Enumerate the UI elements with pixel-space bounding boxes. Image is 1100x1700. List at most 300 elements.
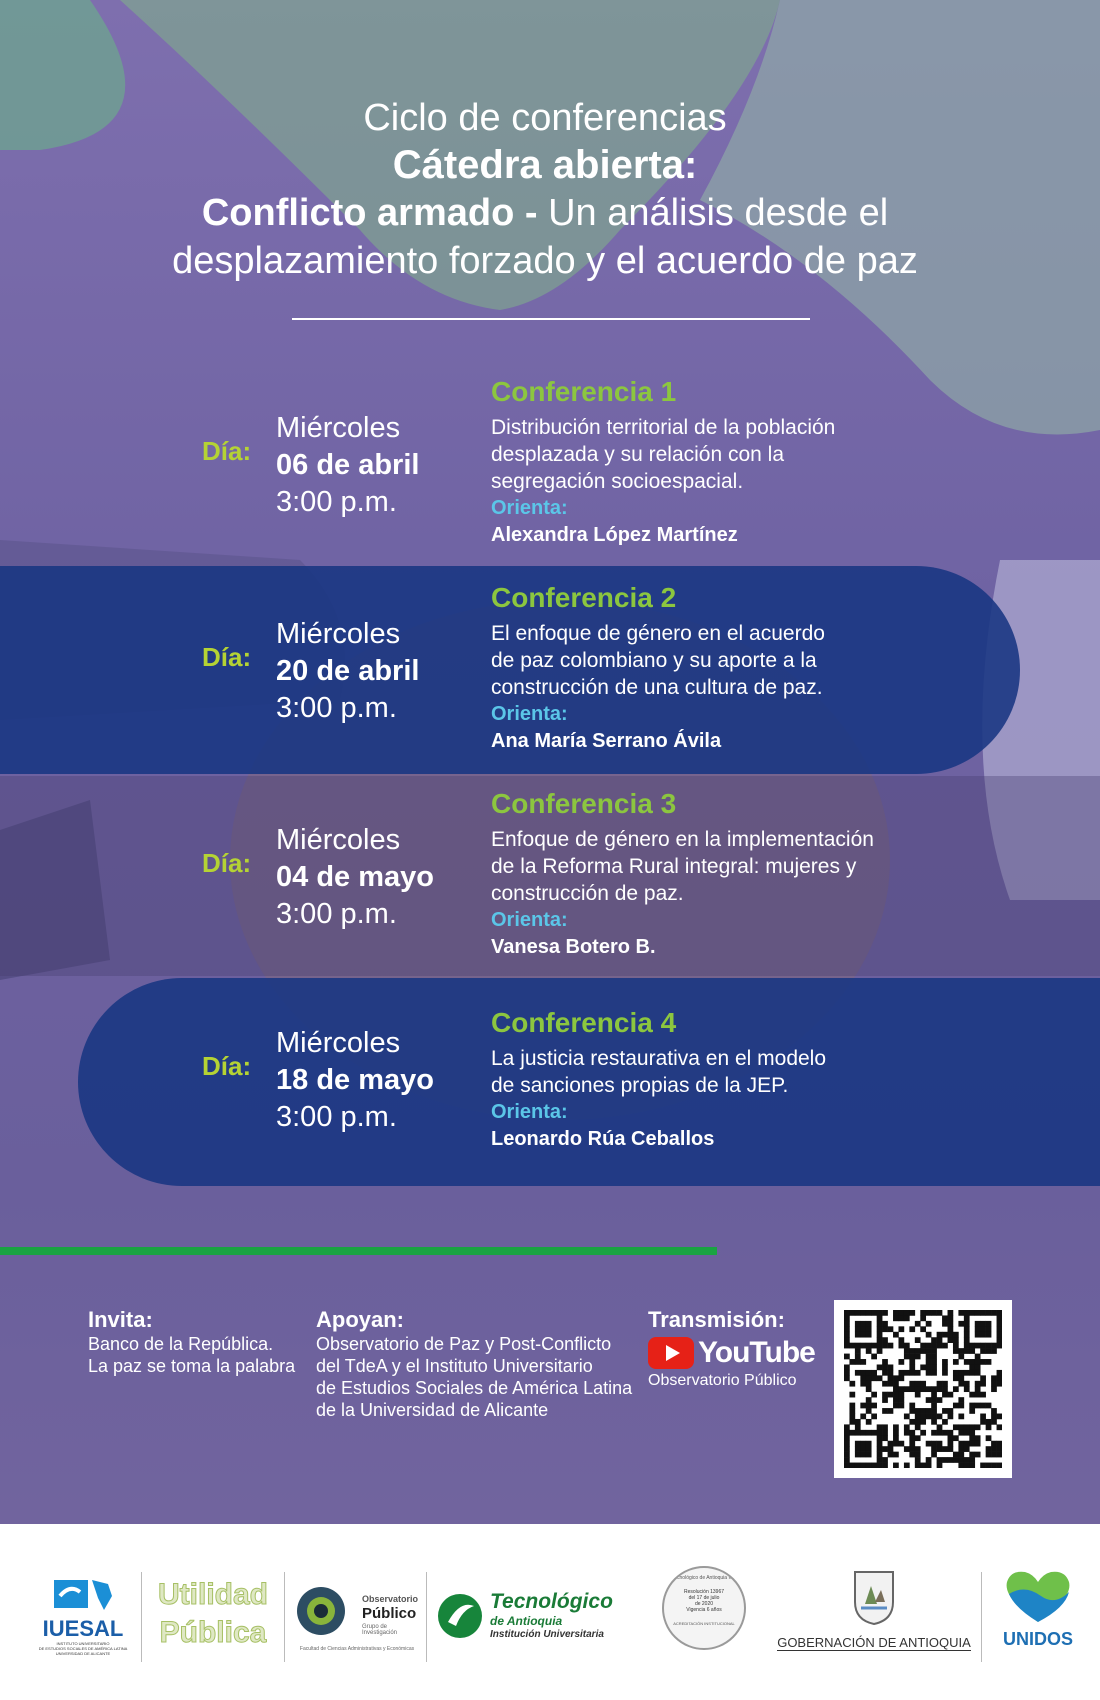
conference-date — [276, 410, 419, 521]
qr-module — [937, 1381, 943, 1387]
conference-date — [276, 616, 419, 727]
qr-module — [898, 1403, 904, 1409]
qr-module — [953, 1343, 959, 1349]
qr-module — [920, 1414, 926, 1420]
qr-module — [866, 1370, 872, 1376]
qr-module — [844, 1326, 850, 1332]
youtube-play-icon — [648, 1337, 694, 1369]
qr-module — [844, 1435, 850, 1441]
description-line: de la Reforma Rural integral: mujeres y — [491, 855, 857, 878]
qr-module — [997, 1332, 1002, 1338]
qr-module — [969, 1457, 975, 1463]
qr-module — [991, 1348, 997, 1354]
conference-description — [491, 414, 931, 495]
iuesal-caption: UNIVERSIDAD DE ALICANTE — [55, 1651, 111, 1656]
qr-module — [986, 1424, 992, 1430]
qr-module — [948, 1435, 954, 1441]
invita-block — [88, 1307, 298, 1377]
qr-module — [898, 1370, 904, 1376]
qr-module — [855, 1424, 861, 1430]
date: 06 de abril — [276, 449, 420, 481]
qr-module — [942, 1321, 948, 1327]
qr-module — [909, 1381, 915, 1387]
qr-module — [986, 1332, 992, 1338]
qr-module — [953, 1435, 959, 1441]
qr-module — [931, 1403, 937, 1409]
qr-module — [975, 1392, 981, 1398]
qr-module — [948, 1441, 954, 1447]
qr-module — [860, 1452, 866, 1458]
qr-module — [893, 1392, 899, 1398]
transmision-block — [648, 1307, 818, 1392]
sponsor-logos — [0, 1524, 1100, 1700]
qr-module — [866, 1446, 872, 1452]
qr-module — [920, 1463, 926, 1468]
qr-module — [964, 1310, 970, 1316]
qr-module — [860, 1403, 866, 1409]
qr-module — [975, 1354, 981, 1360]
qr-module — [926, 1408, 932, 1414]
qr-module — [855, 1354, 861, 1360]
qr-module — [937, 1463, 943, 1468]
qr-module — [931, 1386, 937, 1392]
qr-module — [898, 1337, 904, 1343]
qr-module — [991, 1414, 997, 1420]
americas-map-icon — [50, 1576, 116, 1612]
qr-module — [953, 1386, 959, 1392]
qr-module — [844, 1332, 850, 1338]
conference-title: Conferencia 2 — [491, 582, 677, 613]
qr-module — [844, 1446, 850, 1452]
qr-module — [958, 1457, 964, 1463]
qr-module — [986, 1452, 992, 1458]
qr-module — [882, 1359, 888, 1365]
qr-module — [986, 1403, 992, 1409]
speaker-name: Ana María Serrano Ávila — [491, 730, 722, 752]
qr-module — [877, 1315, 883, 1321]
qr-module — [986, 1463, 992, 1468]
qr-module — [893, 1315, 899, 1321]
qr-module — [882, 1310, 888, 1316]
logo-separator — [141, 1572, 142, 1662]
conference-info — [491, 1003, 931, 1153]
qr-module — [915, 1419, 921, 1425]
qr-module — [969, 1392, 975, 1398]
qr-module — [849, 1419, 855, 1425]
qr-module — [888, 1446, 894, 1452]
subtitle-line-2: desplazamiento forzado y el acuerdo de paz — [172, 240, 918, 282]
unidos-name: UNIDOS — [1002, 1629, 1073, 1649]
qr-module — [855, 1419, 861, 1425]
qr-module — [948, 1392, 954, 1398]
qr-module — [888, 1452, 894, 1458]
qr-module — [937, 1446, 943, 1452]
qr-module — [931, 1354, 937, 1360]
qr-module — [893, 1452, 899, 1458]
qr-module — [898, 1315, 904, 1321]
qr-module — [860, 1430, 866, 1436]
qr-module — [937, 1397, 943, 1403]
qr-module — [909, 1364, 915, 1370]
qr-module — [964, 1321, 970, 1327]
qr-module — [882, 1446, 888, 1452]
qr-module — [888, 1381, 894, 1387]
qr-module — [920, 1381, 926, 1387]
qr-module — [997, 1315, 1002, 1321]
tecnologico-line: de Antioquia — [490, 1614, 563, 1628]
description-line: El enfoque de género en el acuerdo — [491, 622, 825, 645]
seal-bottom-text: ACREDITACIÓN INSTITUCIONAL — [673, 1621, 735, 1626]
qr-module — [920, 1348, 926, 1354]
tecnologico-antioquia-logo — [432, 1588, 654, 1648]
qr-module — [926, 1441, 932, 1447]
qr-module — [975, 1441, 981, 1447]
qr-module — [991, 1386, 997, 1392]
qr-module — [997, 1370, 1002, 1376]
youtube-channel: Observatorio Público — [648, 1372, 797, 1389]
qr-module — [964, 1343, 970, 1349]
qr-module — [871, 1354, 877, 1360]
qr-module — [844, 1321, 850, 1327]
qr-module — [866, 1310, 872, 1316]
qr-module — [909, 1435, 915, 1441]
qr-module — [915, 1381, 921, 1387]
conference-description — [491, 826, 931, 907]
qr-module — [855, 1370, 861, 1376]
qr-module — [844, 1343, 850, 1349]
observatorio-publico-logo — [292, 1580, 422, 1660]
qr-module — [926, 1310, 932, 1316]
qr-module — [849, 1343, 855, 1349]
qr-module — [888, 1343, 894, 1349]
qr-module — [986, 1310, 992, 1316]
qr-module — [855, 1321, 861, 1327]
qr-module — [866, 1332, 872, 1338]
qr-module — [898, 1375, 904, 1381]
qr-module — [877, 1310, 883, 1316]
qr-module — [888, 1392, 894, 1398]
qr-module — [915, 1424, 921, 1430]
qr-module — [942, 1430, 948, 1436]
qr-module — [915, 1321, 921, 1327]
qr-module — [997, 1326, 1002, 1332]
qr-code[interactable] — [834, 1300, 1012, 1478]
qr-module — [860, 1332, 866, 1338]
qr-module — [898, 1397, 904, 1403]
qr-module — [980, 1321, 986, 1327]
qr-module — [915, 1414, 921, 1420]
description-line: segregación socioespacial. — [491, 470, 744, 493]
qr-module — [849, 1392, 855, 1398]
qr-module — [942, 1392, 948, 1398]
description-line: desplazada y su relación con la — [491, 443, 785, 466]
youtube-wordmark: YouTube — [698, 1336, 815, 1369]
qr-module — [882, 1364, 888, 1370]
qr-module — [931, 1359, 937, 1365]
qr-module — [882, 1326, 888, 1332]
qr-module — [937, 1343, 943, 1349]
qr-module — [915, 1348, 921, 1354]
qr-module — [969, 1359, 975, 1365]
qr-module — [893, 1463, 899, 1468]
qr-module — [937, 1414, 943, 1420]
qr-module — [855, 1430, 861, 1436]
dia-label: Día: — [202, 848, 252, 878]
qr-module — [969, 1435, 975, 1441]
iuesal-caption: DE ESTUDIOS SOCIALES DE AMÉRICA LATINA — [38, 1646, 128, 1651]
qr-module — [953, 1424, 959, 1430]
qr-module — [866, 1326, 872, 1332]
gobernacion-antioquia-logo — [776, 1568, 972, 1652]
qr-module — [975, 1452, 981, 1458]
qr-module — [866, 1381, 872, 1387]
qr-module — [849, 1408, 855, 1414]
qr-module — [964, 1386, 970, 1392]
qr-module — [844, 1337, 850, 1343]
qr-module — [937, 1332, 943, 1338]
weekday: Miércoles — [276, 618, 401, 650]
conference-description — [491, 1045, 931, 1099]
subtitle-line-1 — [0, 189, 1090, 237]
qr-module — [877, 1457, 883, 1463]
qr-module — [904, 1414, 910, 1420]
tecnologico-line: Tecnológico — [490, 1590, 613, 1613]
qr-module — [975, 1386, 981, 1392]
qr-module — [969, 1408, 975, 1414]
qr-module — [904, 1386, 910, 1392]
qr-module — [877, 1446, 883, 1452]
weekday: Miércoles — [276, 1027, 401, 1059]
qr-module — [997, 1381, 1002, 1387]
qr-module — [997, 1375, 1002, 1381]
green-divider-line — [0, 1247, 717, 1255]
qr-module — [931, 1397, 937, 1403]
qr-module — [882, 1337, 888, 1343]
qr-module — [953, 1332, 959, 1338]
subtitle-bold: Conflicto armado - — [201, 192, 538, 234]
qr-module — [849, 1310, 855, 1316]
qr-module — [844, 1463, 850, 1468]
qr-module — [926, 1354, 932, 1360]
qr-module — [893, 1310, 899, 1316]
tecnologico-emblem-icon — [436, 1592, 484, 1640]
qr-module — [975, 1435, 981, 1441]
qr-module — [948, 1337, 954, 1343]
qr-module — [877, 1332, 883, 1338]
qr-module — [860, 1310, 866, 1316]
qr-module — [942, 1370, 948, 1376]
conference-title: Conferencia 3 — [491, 788, 677, 819]
qr-module — [877, 1441, 883, 1447]
qr-module — [931, 1392, 937, 1398]
iuesal-name: IUESAL — [42, 1616, 124, 1641]
qr-module — [860, 1381, 866, 1387]
orienta-label: Orienta: — [491, 703, 568, 725]
qr-module — [953, 1359, 959, 1365]
qr-module — [958, 1463, 964, 1468]
qr-module — [893, 1397, 899, 1403]
qr-module — [958, 1424, 964, 1430]
qr-module — [915, 1408, 921, 1414]
qr-module — [931, 1414, 937, 1420]
speaker-name: Vanesa Botero B. — [491, 936, 656, 958]
publica-line: Pública — [159, 1616, 267, 1649]
qr-module — [948, 1414, 954, 1420]
youtube-logo[interactable] — [648, 1336, 818, 1370]
qr-module — [904, 1424, 910, 1430]
qr-module — [931, 1370, 937, 1376]
qr-module — [997, 1463, 1002, 1468]
qr-module — [920, 1419, 926, 1425]
qr-module — [855, 1332, 861, 1338]
qr-module — [893, 1332, 899, 1338]
qr-module — [953, 1457, 959, 1463]
qr-module — [888, 1326, 894, 1332]
qr-module — [926, 1359, 932, 1365]
qr-module — [953, 1348, 959, 1354]
apoyan-label: Apoyan: — [316, 1307, 404, 1332]
qr-module — [986, 1419, 992, 1425]
qr-module — [975, 1403, 981, 1409]
qr-module — [849, 1430, 855, 1436]
orienta-label: Orienta: — [491, 497, 568, 519]
qr-module — [909, 1408, 915, 1414]
qr-module — [997, 1337, 1002, 1343]
seal-line: del 17 de julio — [688, 1595, 720, 1601]
qr-module — [844, 1370, 850, 1376]
qr-module — [855, 1463, 861, 1468]
qr-module — [871, 1392, 877, 1398]
qr-module — [953, 1452, 959, 1458]
qr-module — [980, 1375, 986, 1381]
qr-module — [893, 1435, 899, 1441]
qr-module — [958, 1310, 964, 1316]
qr-module — [888, 1441, 894, 1447]
qr-module — [931, 1337, 937, 1343]
qr-module — [888, 1370, 894, 1376]
description-line: de sanciones propias de la JEP. — [491, 1074, 789, 1097]
qr-module — [920, 1343, 926, 1349]
qr-module — [909, 1359, 915, 1365]
qr-module — [866, 1441, 872, 1447]
qr-module — [964, 1424, 970, 1430]
qr-module — [958, 1441, 964, 1447]
qr-module — [866, 1386, 872, 1392]
qr-module — [915, 1435, 921, 1441]
qr-module — [980, 1343, 986, 1349]
qr-module — [969, 1403, 975, 1409]
qr-module — [964, 1381, 970, 1387]
speaker-name: Alexandra López Martínez — [491, 524, 738, 546]
qr-module — [937, 1441, 943, 1447]
qr-module — [964, 1348, 970, 1354]
accreditation-seal — [662, 1566, 746, 1650]
qr-module — [844, 1354, 850, 1360]
utilidad-publica-logo — [146, 1576, 280, 1652]
qr-module — [920, 1310, 926, 1316]
seal-line: Vigencia 6 años — [686, 1607, 722, 1613]
qr-module — [969, 1364, 975, 1370]
time: 3:00 p.m. — [276, 692, 397, 724]
subtitle-rest: Un análisis desde el — [537, 192, 889, 234]
qr-module — [942, 1332, 948, 1338]
qr-module — [926, 1397, 932, 1403]
qr-module — [991, 1441, 997, 1447]
qr-module — [964, 1315, 970, 1321]
date: 18 de mayo — [276, 1064, 434, 1096]
apoyan-line: de la Universidad de Alicante — [316, 1400, 549, 1420]
qr-module — [904, 1430, 910, 1436]
qr-module — [866, 1375, 872, 1381]
qr-module — [969, 1348, 975, 1354]
qr-module — [964, 1370, 970, 1376]
qr-module — [855, 1348, 861, 1354]
qr-module — [969, 1343, 975, 1349]
qr-module — [931, 1419, 937, 1425]
qr-module — [931, 1446, 937, 1452]
qr-module — [893, 1430, 899, 1436]
qr-module — [844, 1424, 850, 1430]
qr-module — [986, 1321, 992, 1327]
qr-module — [953, 1370, 959, 1376]
qr-module — [909, 1403, 915, 1409]
qr-module — [948, 1310, 954, 1316]
qr-module — [937, 1457, 943, 1463]
qr-module — [948, 1430, 954, 1436]
qr-module — [904, 1343, 910, 1349]
apoyan-line: Observatorio de Paz y Post-Conflicto — [316, 1334, 612, 1354]
qr-module — [931, 1430, 937, 1436]
qr-module — [937, 1424, 943, 1430]
description-line: La justicia restaurativa en el modelo — [491, 1047, 827, 1070]
qr-module — [877, 1343, 883, 1349]
dia-label: Día: — [202, 1051, 252, 1081]
qr-module — [986, 1326, 992, 1332]
qr-module — [882, 1424, 888, 1430]
qr-module — [969, 1310, 975, 1316]
qr-module — [888, 1364, 894, 1370]
qr-module — [975, 1332, 981, 1338]
qr-module — [860, 1463, 866, 1468]
qr-module — [969, 1441, 975, 1447]
qr-module — [877, 1424, 883, 1430]
qr-module — [958, 1370, 964, 1376]
logo-separator — [284, 1572, 285, 1662]
qr-module — [991, 1375, 997, 1381]
qr-module — [871, 1463, 877, 1468]
qr-module — [898, 1441, 904, 1447]
qr-module — [877, 1364, 883, 1370]
qr-module — [942, 1364, 948, 1370]
qr-module — [980, 1403, 986, 1409]
qr-module — [866, 1348, 872, 1354]
qr-module — [877, 1375, 883, 1381]
qr-module — [991, 1419, 997, 1425]
date: 20 de abril — [276, 655, 420, 687]
description-line: de paz colombiano y su aporte a la — [491, 649, 817, 672]
qr-module — [898, 1386, 904, 1392]
qr-code-icon — [844, 1310, 1002, 1468]
qr-module — [855, 1452, 861, 1458]
qr-module — [991, 1463, 997, 1468]
qr-module — [991, 1310, 997, 1316]
qr-module — [882, 1343, 888, 1349]
qr-module — [871, 1370, 877, 1376]
qr-module — [937, 1337, 943, 1343]
qr-module — [893, 1403, 899, 1409]
qr-module — [920, 1326, 926, 1332]
qr-module — [980, 1310, 986, 1316]
